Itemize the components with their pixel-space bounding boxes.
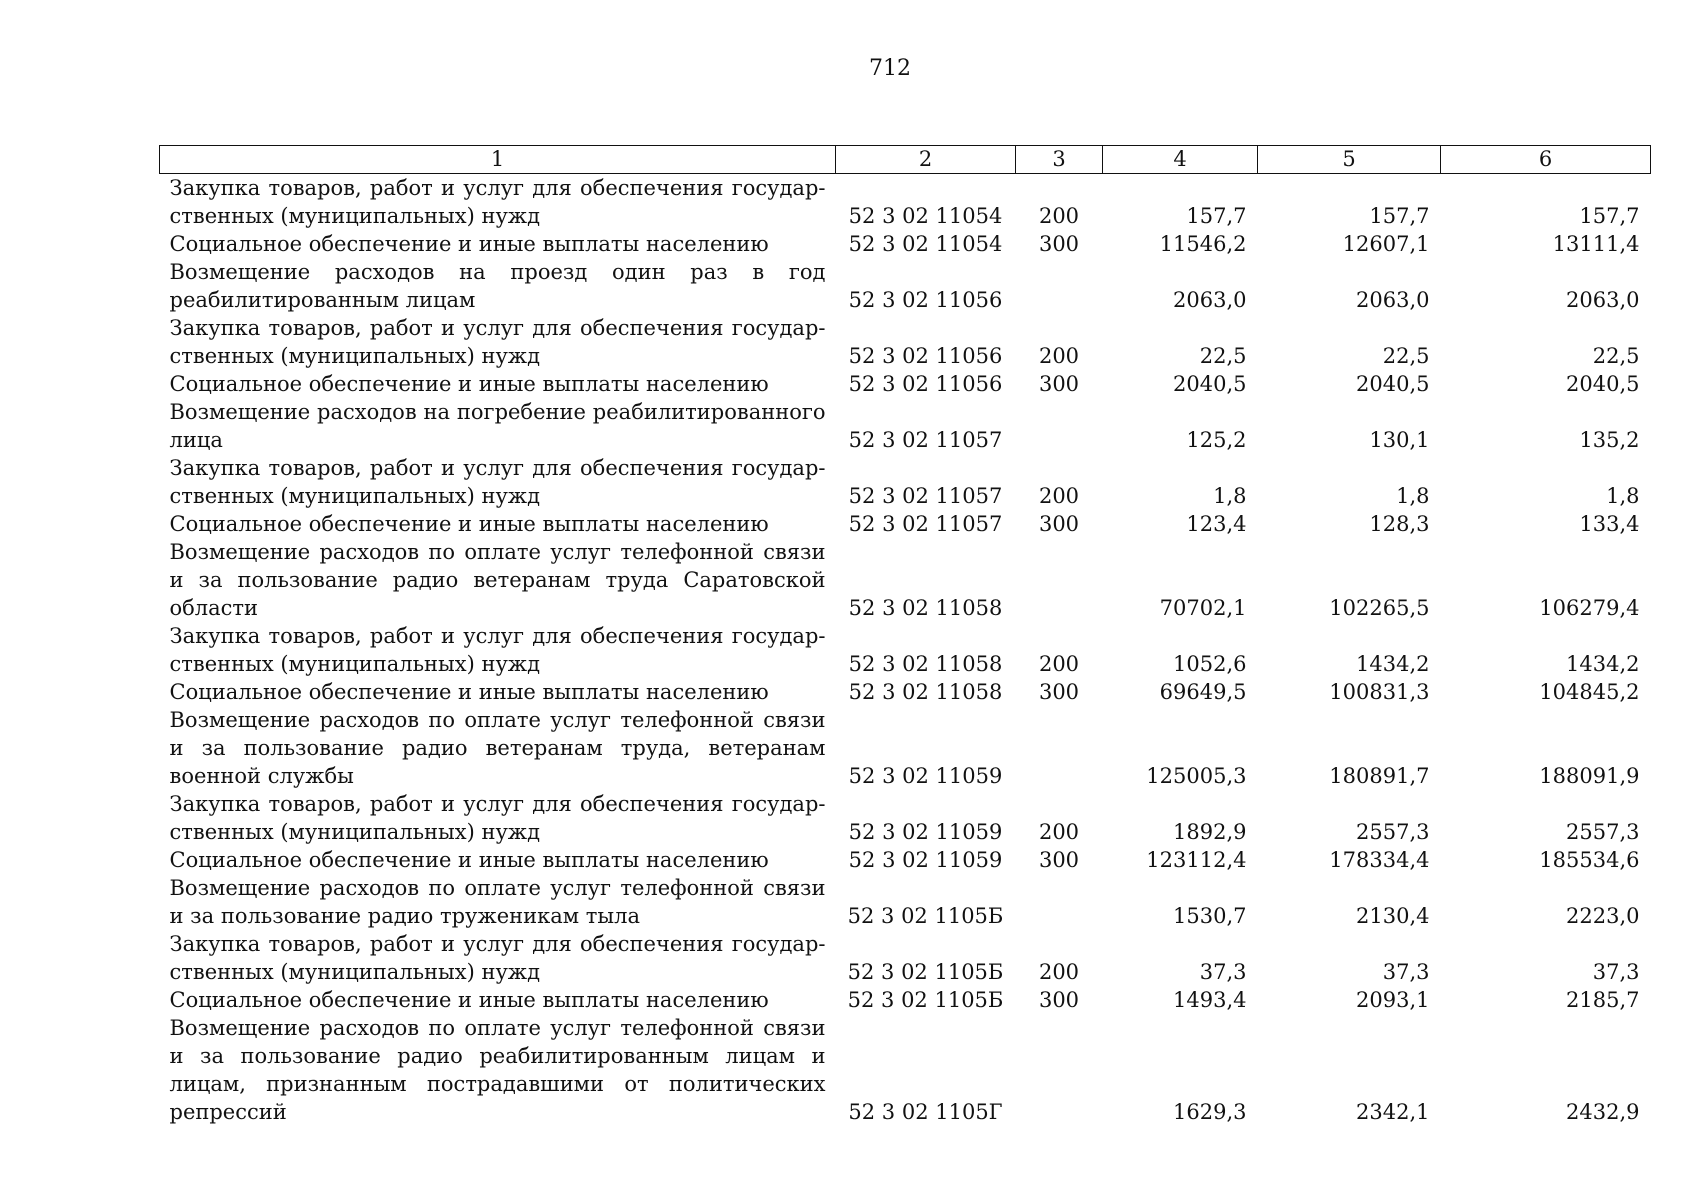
row-value-col-6: 133,4 <box>1579 512 1640 536</box>
row-name: Возмещение расходов на проезд один раз в год реабилитированным лицам <box>169 260 826 312</box>
row-value-col-4: 37,3 <box>1199 960 1247 984</box>
row-value-col-4: 1530,7 <box>1173 904 1247 928</box>
row-value-col-5: 2130,4 <box>1356 904 1430 928</box>
row-value-col-6: 106279,4 <box>1539 596 1640 620</box>
row-code: 52 3 02 1105Б <box>847 960 1004 984</box>
row-code: 52 3 02 1105Б <box>847 988 1004 1012</box>
table-row <box>160 370 1651 398</box>
row-expense-type <box>1016 538 1103 622</box>
row-expense-type: 300 <box>1038 680 1080 704</box>
row-code: 52 3 02 11054 <box>848 204 1003 228</box>
row-name: Возмещение расходов на погребение реабилитированного лица <box>169 400 826 452</box>
row-name: Закупка товаров, работ и услуг для обеспечения государственных (муниципальных) нужд <box>169 176 826 228</box>
row-expense-type: 200 <box>1038 204 1080 228</box>
table-row <box>160 790 1651 846</box>
row-expense-type <box>1016 1014 1103 1126</box>
row-expense-type: 200 <box>1038 652 1080 676</box>
header-col-3: 3 <box>1016 146 1103 174</box>
row-expense-type <box>1016 706 1103 790</box>
row-code: 52 3 02 11059 <box>848 848 1003 872</box>
row-value-col-4: 125005,3 <box>1146 764 1247 788</box>
table-row <box>160 678 1651 706</box>
row-value-col-5: 128,3 <box>1369 512 1430 536</box>
table-row <box>160 874 1651 930</box>
row-value-col-6: 1434,2 <box>1566 652 1640 676</box>
row-name: Возмещение расходов по оплате услуг телефонной связи и за пользование радио ветеранам труда Саратовской области <box>169 540 826 620</box>
row-code: 52 3 02 11056 <box>848 288 1003 312</box>
row-value-col-5: 1434,2 <box>1356 652 1430 676</box>
row-code: 52 3 02 11056 <box>848 344 1003 368</box>
row-name: Социальное обеспечение и иные выплаты населению <box>169 512 769 536</box>
row-value-col-4: 2040,5 <box>1173 372 1247 396</box>
row-value-col-6: 2185,7 <box>1566 988 1640 1012</box>
row-value-col-4: 1493,4 <box>1173 988 1247 1012</box>
row-value-col-6: 13111,4 <box>1552 232 1640 256</box>
row-value-col-5: 2557,3 <box>1356 820 1430 844</box>
table-row <box>160 930 1651 986</box>
row-name: Возмещение расходов по оплате услуг телефонной связи и за пользование радио реабилитированным лицам и лицам, признанным пострадавшими от политических репрессий <box>169 1016 826 1124</box>
table-body <box>160 174 1651 1127</box>
table-row <box>160 622 1651 678</box>
row-expense-type: 200 <box>1038 484 1080 508</box>
table-row <box>160 510 1651 538</box>
row-code: 52 3 02 1105Б <box>847 904 1004 928</box>
row-expense-type <box>1016 258 1103 314</box>
row-value-col-5: 178334,4 <box>1329 848 1430 872</box>
row-value-col-6: 188091,9 <box>1539 764 1640 788</box>
row-value-col-4: 22,5 <box>1199 344 1247 368</box>
table-row <box>160 986 1651 1014</box>
row-name: Социальное обеспечение и иные выплаты населению <box>169 232 769 256</box>
row-value-col-5: 100831,3 <box>1329 680 1430 704</box>
table-row <box>160 706 1651 790</box>
row-value-col-6: 135,2 <box>1579 428 1640 452</box>
row-code: 52 3 02 11057 <box>848 484 1003 508</box>
row-value-col-6: 37,3 <box>1592 960 1640 984</box>
row-value-col-5: 2342,1 <box>1356 1100 1430 1124</box>
table-header <box>160 146 1651 174</box>
row-name: Социальное обеспечение и иные выплаты населению <box>169 372 769 396</box>
row-value-col-5: 1,8 <box>1396 484 1430 508</box>
row-value-col-4: 1052,6 <box>1173 652 1247 676</box>
row-expense-type: 200 <box>1038 344 1080 368</box>
row-name: Социальное обеспечение и иные выплаты населению <box>169 680 769 704</box>
header-col-6: 6 <box>1441 146 1651 174</box>
row-value-col-4: 1,8 <box>1213 484 1247 508</box>
row-value-col-6: 2063,0 <box>1566 288 1640 312</box>
row-value-col-5: 37,3 <box>1382 960 1430 984</box>
header-col-4: 4 <box>1103 146 1258 174</box>
row-value-col-5: 22,5 <box>1382 344 1430 368</box>
row-value-col-6: 157,7 <box>1579 204 1640 228</box>
row-value-col-4: 123,4 <box>1186 512 1247 536</box>
table-row <box>160 230 1651 258</box>
page-number: 712 <box>869 56 911 81</box>
row-value-col-5: 2093,1 <box>1356 988 1430 1012</box>
row-value-col-5: 2040,5 <box>1356 372 1430 396</box>
row-value-col-6: 185534,6 <box>1539 848 1640 872</box>
row-value-col-5: 157,7 <box>1369 204 1430 228</box>
row-value-col-4: 123112,4 <box>1146 848 1247 872</box>
table-row <box>160 258 1651 314</box>
row-value-col-5: 102265,5 <box>1329 596 1430 620</box>
row-value-col-4: 2063,0 <box>1173 288 1247 312</box>
table-row <box>160 454 1651 510</box>
row-name: Закупка товаров, работ и услуг для обеспечения государственных (муниципальных) нужд <box>169 624 826 676</box>
table-row <box>160 398 1651 454</box>
row-name: Закупка товаров, работ и услуг для обеспечения государственных (муниципальных) нужд <box>169 456 826 508</box>
row-value-col-4: 1629,3 <box>1173 1100 1247 1124</box>
header-col-2: 2 <box>836 146 1016 174</box>
row-expense-type: 300 <box>1038 232 1080 256</box>
row-name: Социальное обеспечение и иные выплаты населению <box>169 988 769 1012</box>
row-code: 52 3 02 11059 <box>848 820 1003 844</box>
header-col-1: 1 <box>160 146 836 174</box>
row-value-col-6: 2040,5 <box>1566 372 1640 396</box>
row-value-col-4: 125,2 <box>1186 428 1247 452</box>
row-value-col-6: 1,8 <box>1606 484 1640 508</box>
header-col-5: 5 <box>1258 146 1441 174</box>
row-name: Возмещение расходов по оплате услуг телефонной связи и за пользование радио труженикам тыла <box>169 876 826 928</box>
table-row <box>160 1014 1651 1126</box>
row-name: Возмещение расходов по оплате услуг телефонной связи и за пользование радио ветеранам труда, ветеранам военной службы <box>169 708 826 788</box>
row-name: Закупка товаров, работ и услуг для обеспечения государственных (муниципальных) нужд <box>169 792 826 844</box>
row-expense-type <box>1016 398 1103 454</box>
row-code: 52 3 02 11054 <box>848 232 1003 256</box>
row-expense-type: 300 <box>1038 848 1080 872</box>
row-code: 52 3 02 11057 <box>848 512 1003 536</box>
row-value-col-6: 2223,0 <box>1566 904 1640 928</box>
row-expense-type: 300 <box>1038 988 1080 1012</box>
row-expense-type <box>1016 874 1103 930</box>
header-row <box>160 146 1651 174</box>
row-value-col-4: 70702,1 <box>1159 596 1247 620</box>
row-code: 52 3 02 11058 <box>848 680 1003 704</box>
row-name: Закупка товаров, работ и услуг для обеспечения государственных (муниципальных) нужд <box>169 316 826 368</box>
row-code: 52 3 02 11057 <box>848 428 1003 452</box>
table-row <box>160 538 1651 622</box>
table-row <box>160 314 1651 370</box>
budget-table <box>159 145 1651 1126</box>
row-expense-type: 200 <box>1038 960 1080 984</box>
row-name: Закупка товаров, работ и услуг для обеспечения государственных (муниципальных) нужд <box>169 932 826 984</box>
row-code: 52 3 02 11058 <box>848 596 1003 620</box>
row-value-col-6: 2432,9 <box>1566 1100 1640 1124</box>
row-code: 52 3 02 11056 <box>848 372 1003 396</box>
table-row <box>160 846 1651 874</box>
row-value-col-4: 69649,5 <box>1159 680 1247 704</box>
row-code: 52 3 02 11059 <box>848 764 1003 788</box>
row-value-col-5: 180891,7 <box>1329 764 1430 788</box>
row-value-col-4: 11546,2 <box>1159 232 1247 256</box>
row-expense-type: 200 <box>1038 820 1080 844</box>
row-value-col-5: 12607,1 <box>1342 232 1430 256</box>
row-value-col-6: 2557,3 <box>1566 820 1640 844</box>
row-value-col-4: 157,7 <box>1186 204 1247 228</box>
row-name: Социальное обеспечение и иные выплаты населению <box>169 848 769 872</box>
table-row <box>160 174 1651 231</box>
row-expense-type: 300 <box>1038 512 1080 536</box>
row-value-col-5: 130,1 <box>1369 428 1430 452</box>
row-value-col-5: 2063,0 <box>1356 288 1430 312</box>
row-code: 52 3 02 1105Г <box>848 1100 1003 1124</box>
row-code: 52 3 02 11058 <box>848 652 1003 676</box>
row-value-col-6: 104845,2 <box>1539 680 1640 704</box>
row-value-col-4: 1892,9 <box>1173 820 1247 844</box>
row-expense-type: 300 <box>1038 372 1080 396</box>
row-value-col-6: 22,5 <box>1592 344 1640 368</box>
